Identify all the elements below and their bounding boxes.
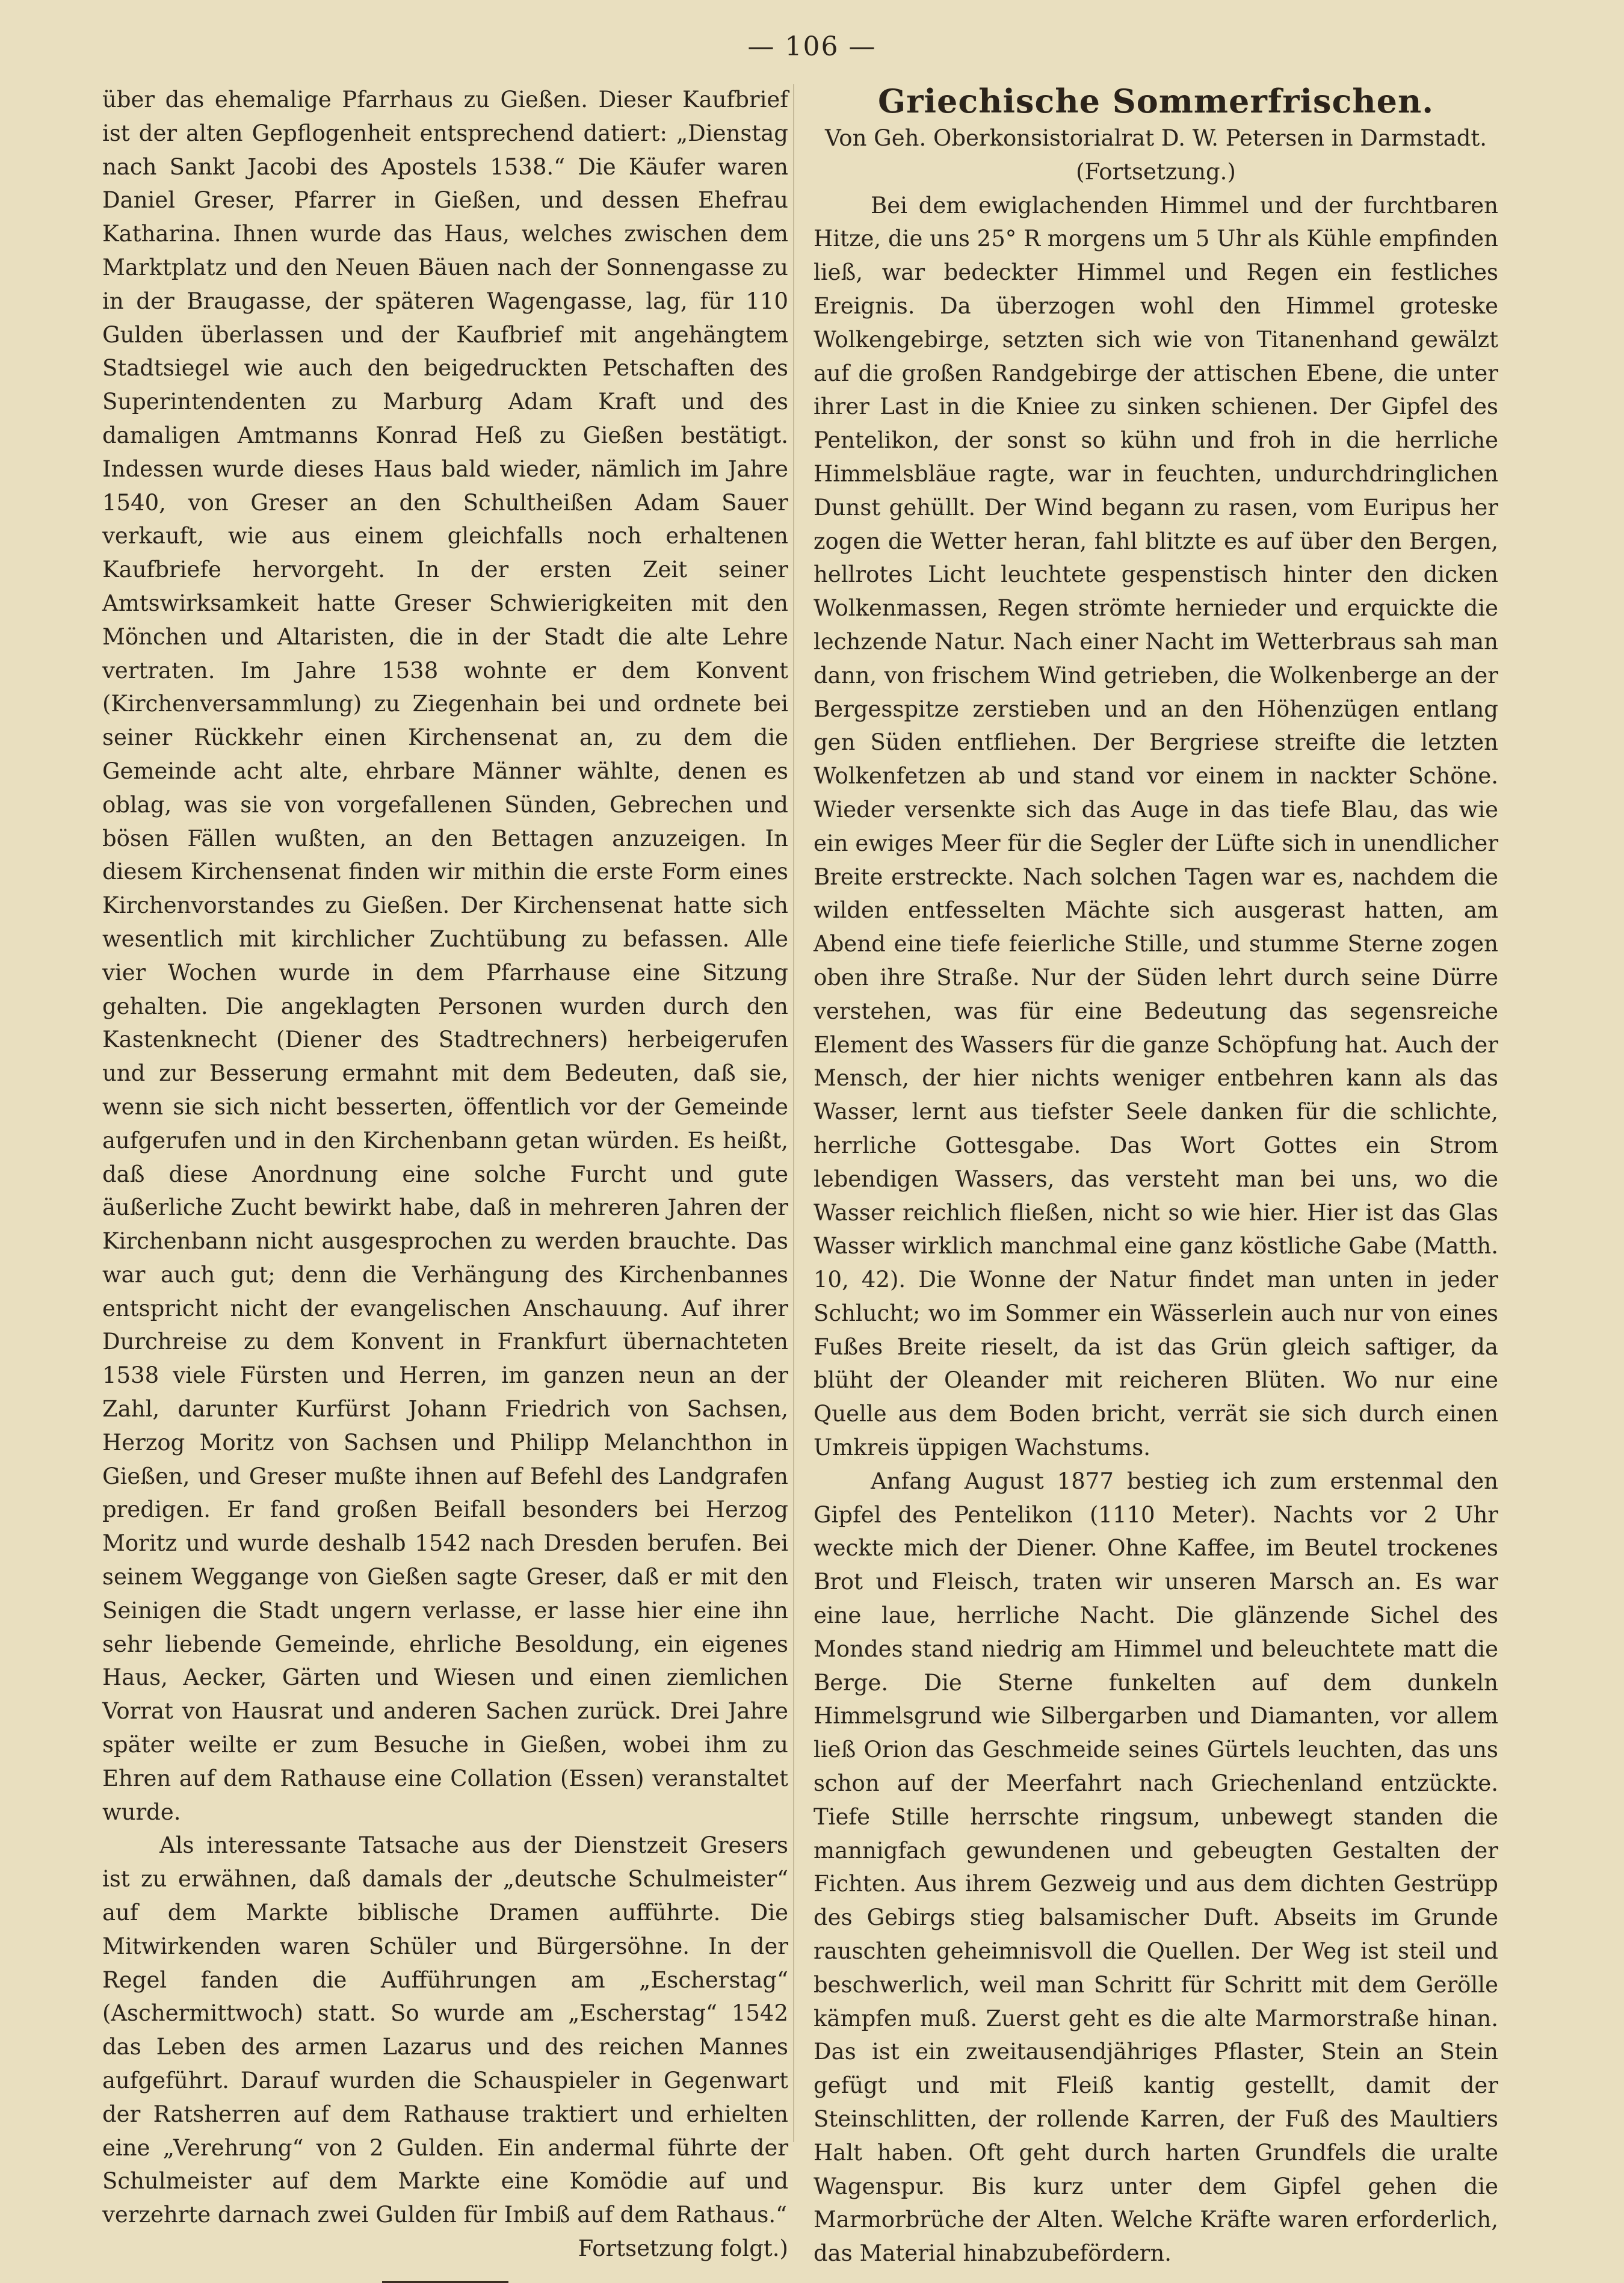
right-column bbox=[814, 83, 1498, 2270]
left-paragraph-1: über das ehemalige Pfarrhaus zu Gießen. Dieser Kaufbrief ist der alten Gepflogenheit entsprechend datiert: „Dienstag nach Sankt Jacobi des Apostels 1538.“ Die Käufer waren Daniel Greser, Pfarrer in Gießen, und dessen Ehefrau Katharina. Ihnen wurde das Haus, welches zwischen dem Marktplatz und den Neuen Bäuen nach der Sonnengasse zu in der Braugasse, der späteren Wagengasse, lag, für 110 Gulden überlassen und der Kaufbrief mit angehängtem Stadtsiegel wie auch den beigedruckten Petschaften des Superintendenten zu Marburg Adam Kraft und des damaligen Amtmanns Konrad Heß zu Gießen bestätigt. Indessen wurde dieses Haus bald wieder, nämlich im Jahre 1540, von Greser an den Schultheißen Adam Sauer verkauft, wie aus einem gleichfalls noch erhaltenen Kaufbriefe hervorgeht. In der ersten Zeit seiner Amtswirksamkeit hatte Greser Schwierigkeiten mit den Mönchen und Altaristen, die in der Stadt die alte Lehre vertraten. Im Jahre 1538 wohnte er dem Konvent (Kirchenversammlung) zu Ziegenhain bei und ordnete bei seiner Rückkehr einen Kirchensenat an, zu dem die Gemeinde acht alte, ehrbare Männer wählte, denen es oblag, was sie von vorgefallenen Sünden, Gebrechen und bösen Fällen wußten, an den Bettagen anzuzeigen. In diesem Kirchensenat finden wir mithin die erste Form eines Kirchenvorstandes zu Gießen. Der Kirchensenat hatte sich wesentlich mit kirchlicher Zuchtübung zu befassen. Alle vier Wochen wurde in dem Pfarrhause eine Sitzung gehalten. Die angeklagten Personen wurden durch den Kastenknecht (Diener des Stadtrechners) herbeigerufen und zur Besserung ermahnt mit dem Bedeuten, daß sie, wenn sie sich nicht besserten, öffentlich vor der Gemeinde aufgerufen und in den Kirchenbann getan würden. Es heißt, daß diese Anordnung eine solche Furcht und gute äußerliche Zucht bewirkt habe, daß in mehreren Jahren der Kirchenbann nicht ausgesprochen zu werden brauchte. Das war auch gut; denn die Verhängung des Kirchenbannes entspricht nicht der evangelischen Anschauung. Auf ihrer Durchreise zu dem Konvent in Frankfurt übernachteten 1538 viele Fürsten und Herren, im ganzen neun an der Zahl, darunter Kurfürst Johann Friedrich von Sachsen, Herzog Moritz von Sachsen und Philipp Melanchthon in Gießen, und Greser mußte ihnen auf Befehl des Landgrafen predigen. Er fand großen Beifall besonders bei Herzog Moritz und wurde deshalb 1542 nach Dresden berufen. Bei seinem Weggange von Gießen sagte Greser, daß er mit den Seinigen die Stadt ungern verlasse, er lasse hier eine ihn sehr liebende Gemeinde, ehrliche Besoldung, ein eigenes Haus, Aecker, Gärten und Wiesen und einen ziemlichen Vorrat von Hausrat und anderen Sachen zurück. Drei Jahre später weilte er zum Besuche in Gießen, wobei ihm zu Ehren auf dem Rathause eine Collation (Essen) veranstaltet wurde. bbox=[102, 87, 788, 1825]
article-subtitle: (Fortsetzung.) bbox=[1076, 158, 1236, 185]
column-divider bbox=[793, 84, 794, 2142]
left-column bbox=[102, 83, 788, 2283]
article-byline: Von Geh. Oberkonsistorialrat D. W. Petersen in Darmstadt. bbox=[824, 125, 1487, 151]
left-paragraph-2: Als interessante Tatsache aus der Dienstzeit Gresers ist zu erwähnen, daß damals der „deutsche Schulmeister“ auf dem Markte biblische Dramen aufführte. Die Mitwirkenden waren Schüler und Bürgersöhne. In der Regel fanden die Aufführungen am „Escherstag“ (Aschermittwoch) statt. So wurde am „Escherstag“ 1542 das Leben des armen Lazarus und des reichen Mannes aufgeführt. Darauf wurden die Schauspieler in Gegenwart der Ratsherren auf dem Rathause traktiert und erhielten eine „Verehrung“ von 2 Gulden. Ein andermal führte der Schulmeister auf dem Markte eine Komödie auf und verzehrte darnach zwei Gulden für Imbiß auf dem Rathaus.“ bbox=[102, 1832, 788, 2228]
right-paragraph-2: Anfang August 1877 bestieg ich zum erstenmal den Gipfel des Pentelikon (1110 Meter). Nachts vor 2 Uhr weckte mich der Diener. Ohne Kaffee, im Beutel trockenes Brot und Fleisch, traten wir unseren Marsch an. Es war eine laue, herrliche Nacht. Die glänzende Sichel des Mondes stand niedrig am Himmel und beleuchtete matt die Berge. Die Sterne funkelten auf dem dunkeln Himmelsgrund wie Silbergarben und Diamanten, vor allem ließ Orion das Geschmeide seines Gürtels leuchten, das uns schon auf der Meerfahrt nach Griechenland entzückte. Tiefe Stille herrschte ringsum, unbewegt standen die mannigfach gewundenen und gebeugten Gestalten der Fichten. Aus ihrem Gezweig und aus dem dichten Gestrüpp des Gebirgs stieg balsamischer Duft. Abseits im Grunde rauschten geheimnisvoll die Quellen. Der Weg ist steil und beschwerlich, weil man Schritt für Schritt mit dem Gerölle kämpfen muß. Zuerst geht es die alte Marmorstraße hinan. Das ist ein zweitausendjähriges Pflaster, Stein an Stein gefügt und mit Fleiß kantig gestellt, damit der Steinschlitten, der rollende Karren, der Fuß des Maultiers Halt haben. Oft geht durch harten Grundfels die uralte Wagenspur. Bis kurz unter dem Gipfel gehen die Marmorbrüche der Alten. Welche Kräfte waren erforderlich, das Material hinabzubefördern. bbox=[814, 1468, 1498, 2267]
article-title: Griechische Sommerfrischen. bbox=[877, 82, 1434, 120]
continuation-note: Fortsetzung folgt.) bbox=[578, 2235, 788, 2261]
page-number: — 106 — bbox=[747, 31, 877, 62]
article-end-rule bbox=[382, 2281, 508, 2283]
right-paragraph-1: Bei dem ewiglachenden Himmel und der furchtbaren Hitze, die uns 25° R morgens um 5 Uhr als Kühle empfinden ließ, war bedeckter Himmel und Regen ein festliches Ereignis. Da überzogen wohl den Himmel groteske Wolkengebirge, setzten sich wie von Titanenhand gewälzt auf die großen Randgebirge der attischen Ebene, die unter ihrer Last in die Kniee zu sinken schienen. Der Gipfel des Pentelikon, der sonst so kühn und froh in die herrliche Himmelsbläue ragte, war in feuchten, undurchdringlichen Dunst gehüllt. Der Wind begann zu rasen, vom Euripus her zogen die Wetter heran, fahl blitzte es auf über den Bergen, hellrotes Licht leuchtete gespenstisch hinter den dicken Wolkenmassen, Regen strömte hernieder und erquickte die lechzende Natur. Nach einer Nacht im Wetterbraus sah man dann, von frischem Wind getrieben, die Wolkenberge an der Bergesspitze zerstieben und an den Höhenzügen entlang gen Süden entfliehen. Der Bergriese streifte die letzten Wolkenfetzen ab und stand vor einem in nackter Schöne. Wieder versenkte sich das Auge in das tiefe Blau, das wie ein ewiges Meer für die Segler der Lüfte sich in unendlicher Breite erstreckte. Nach solchen Tagen war es, nachdem die wilden entfesselten Mächte sich ausgerast hatten, am Abend eine tiefe feierliche Stille, und stumme Sterne zogen oben ihre Straße. Nur der Süden lehrt durch seine Dürre verstehen, was für eine Bedeutung das segensreiche Element des Wassers für die ganze Schöpfung hat. Auch der Mensch, der hier nichts weniger entbehren kann als das Wasser, lernt aus tiefster Seele danken für die schlichte, herrliche Gottesgabe. Das Wort Gottes ein Strom lebendigen Wassers, das versteht man bei uns, wo die Wasser reichlich fließen, nicht so wie hier. Hier ist das Glas Wasser wirklich manchmal eine ganz köstliche Gabe (Matth. 10, 42). Die Wonne der Natur findet man unten in jeder Schlucht; wo im Sommer ein Wässerlein auch nur von eines Fußes Breite rieselt, da ist das Grün gleich saftiger, da blüht der Oleander mit reicheren Blüten. Wo nur eine Quelle aus dem Boden bricht, verrät sie sich durch einen Umkreis üppigen Wachstums. bbox=[814, 192, 1498, 1461]
